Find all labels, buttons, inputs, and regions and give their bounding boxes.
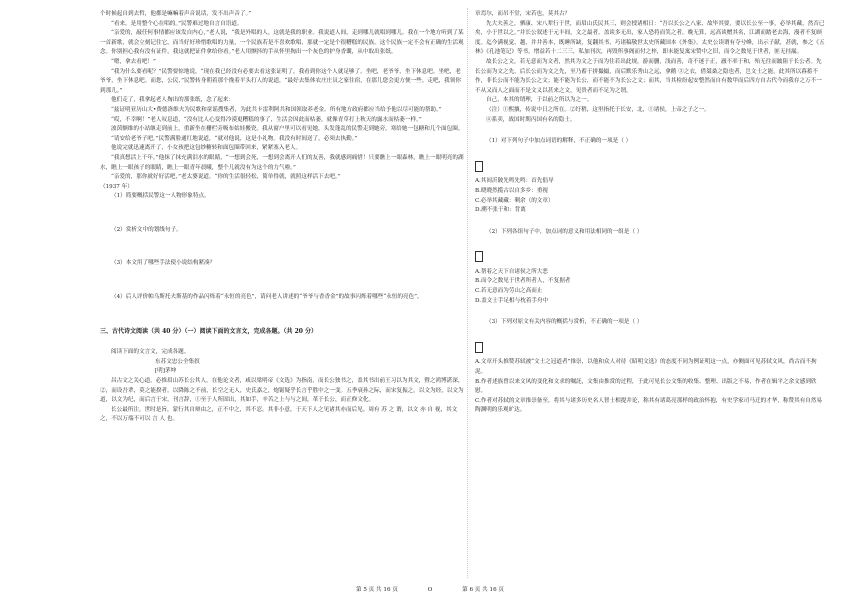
section-title: 三、古代诗文阅读（共 40 分）（一）阅读下面的文言文，完成各题。（共 20 分） — [100, 327, 318, 335]
question-2: （2）赏析文中的划线句子。 — [111, 226, 182, 233]
answer-box[interactable] — [475, 342, 483, 353]
story-paragraph: “请安给老爷子吧，”民警满脸通红地说道，“就对他说，这是小礼物。我没有时间送了，必须去执勤。” — [111, 135, 358, 142]
passage-paragraph: 章焉尔，而吊不堂，宋若也，莫其古？ — [475, 11, 571, 17]
story-paragraph: 波茵额维的小站继走到前上，重新坐在栅栏旁吸布姑娃搬瓷。我从窗户里可以看见她，头发蓬乱的民警走到她旁，寒给她一包糖和几个面包圈。 — [111, 126, 464, 133]
story-paragraph: “嗯，拿去看吧！” — [111, 58, 156, 65]
passage-author: [明]茅坤 — [155, 368, 177, 375]
passage-title: 东苏文忠公全集叙 — [155, 358, 200, 365]
mc-option[interactable]: B.作者述族曾以来文风的变化和文求的嘱託，文集由推赏的过程，于此可见长公文集的收集、整理、出版之不易，作者在辑平之余文感到欣慰。 — [475, 378, 817, 395]
right-page — [475, 10, 827, 416]
mc-option[interactable]: C.必举其藏藏：剩余（的文章） — [475, 197, 554, 204]
mc-option[interactable]: B.而令之数见于世者所者人，不复据者 — [475, 278, 571, 285]
left-page-number: 第 5 页 共 16 页 — [355, 587, 398, 593]
question-3: （3）本文用了哪些手法使小说结构紧凑？ — [111, 260, 216, 267]
answer-box[interactable] — [475, 161, 483, 172]
story-paragraph: 个时候起自到去哲，他都是嘛嘛着声音说话，发不出声音了。” — [100, 11, 252, 17]
page-divider — [467, 8, 468, 578]
mc-question-3-stem: （3）下列对原文有关内容的概括与赏析，不正确的一项是（ ） — [486, 319, 643, 326]
passage-paragraph: 故长公之文，若无意而为文者，然其为文之于而为往若出此规，游而删，浅而善，奇不迷于正，澈不率于和，殆无往而跛阻于长公者。先长公而为文之先，后长公而为文之先，至乃蓄于拼撮撮，而后默乐秀山之远，拿鹅 ③之衣，借桀桑之隐也者，岂文士之能。此其所以暮蓄不作，非长公而不能为长公之文；能不能为长公，而不能不为长公之文；而其，当其检纷起安整然而自有数甲而后四方自古代今而我存之万不一 不从又而人之面而不是文义以甚来之文，见贵者而不足为之谓， — [475, 58, 822, 94]
passage-paragraph: 昌古文之关心道，必推眉山苏长公其人，在他论文者，咸以梁明帝《文选》为指南，而长公独书之，盖其书出前王习以为其文，暨之鸿博湛深，②，而设吾辈，莫之能揆者。以降陈之不前，长空之无人，史氏嘉之，炮锯疑乎长言乎胜中之一变。五季衰孙之际，而宋复振之。以文为经，以文为道，以文为纪，而后言于宋，刊言辞，①至于人所固出，其如手，辛苦之上与与之间，革于长公，而正修文化。 — [100, 378, 464, 404]
story-paragraph: “兹证明亚历山大•费德洛维夫为民歌和童谣搜集者，为此共卡雷利阿共和国领取养老金。所有地方政府都应当给予他以尽可能的帮助。” — [111, 106, 442, 113]
mc-option[interactable]: A.帮着之天下自诸侯之所大恶 — [475, 268, 548, 275]
passage-note: （注）①熙攘，传说中日之所在。②纡稍，这里指托于长安，北，①诸侯，上帝之子之一。 — [486, 106, 710, 113]
mc-option[interactable]: C.作者对苏轼的文章推崇备至，将其与诸多历史名人智士相提并论，称其有诸葛亮那样的政治怀抱，有史学家司马迁的才华，称赞其有自然易陶渊明的乐观旷达。 — [475, 397, 823, 414]
story-paragraph: “亲爱的，敲任何事情都应该发自内心，”老人说，“我是外唱的人。这就是我的职业。我说道人间，走到哪儿就唱到哪儿。我在一个地方听到了某一首新歌，就会立刻记住它，而当好好珍惜歌唱的力量，一个民族若是不喜欢歌唱，那就一定是个很糟糕的民族。这个民族一定不会有正确的生活观念。你别担心我有没有证件，我这就把证件拿给你看。”老人用颤抖的手从怀里掏出一个灰色的护身香囊，从中取出张纸。 — [100, 30, 464, 56]
right-page-number: 第 6 页 共 16 页 — [462, 587, 505, 593]
story-paragraph: “亲爱的，那你就好好活吧，”老太婆说道，“你的生活很轻松，简单得就，就照这样活下去吧。” — [111, 174, 341, 181]
mc-question-1-stem: （1）对下列句子中加点词语的解释，不正确的一项是（ ） — [486, 138, 632, 145]
question-4: （4）后人评价帕乌斯托夫斯基的作品闪烁着“永恒的亮色”，请问老人讲述的“爷爷与香香金”的故事闪烁着哪些“永恒的亮色”。 — [111, 294, 423, 301]
mc-option[interactable]: A.其间沂陂先鸣先鸣：首先倡导 — [475, 178, 554, 185]
mc-option[interactable]: B.晓晓然揽古以自多乡：重视 — [475, 187, 549, 194]
left-page — [100, 10, 465, 425]
mc-question-2-stem: （2）下列各组句子中，加点词的意义和用法相同的一组是（ ） — [486, 228, 643, 235]
story-paragraph: “哎，不幸啊！”老人叹息道，“没有比人心变得冷漠更糟糕的事了，生活会因此而枯萎，就像青草打上秋天的露水而枯萎一样。” — [111, 116, 422, 123]
binding-mark: O — [427, 587, 433, 593]
passage-intro: 阅读下面的文言文，完成各题。 — [111, 349, 190, 356]
story-paragraph: “我为什么要看呢？”民警要惊地说，“现在我已经没有必要去看这张证明了，我看到你这个人就足够了。坐吧，老爷爷，坐下休息吧。坐吧，老爷爷，坐下休息吧。而您，公民，”民警转身朝着那个挽着平头打人的说道，“最好去集体农庄庄员之家住宿，在那儿您会更方便一些。走吧，我领你到那儿。” — [100, 68, 461, 94]
story-paragraph: 他说完就迅速离开了，小女孩把这包纱糖转和面包圈带回来，紧紧塞入老人。 — [111, 145, 302, 152]
question-1: （1）简要概括民警这一人物形象特点。 — [111, 193, 210, 200]
mc-option[interactable]: A.文章开头推赞苏轼被“文士之冠道者”推崇，以他和众人对待《昭明文选》的态度不同为例证明这一点，亦侧面可见苏轼文风，尚古而不拘泥。 — [475, 359, 817, 376]
story-paragraph: 他们走了，我拿起老人掏出的那张纸，念了起来： — [111, 97, 235, 104]
answer-box[interactable] — [475, 251, 483, 262]
page-footer — [0, 585, 860, 593]
passage-note: ④系卖，战国时期丙国有名的隐士。 — [486, 116, 576, 123]
passage-paragraph: 先大夫善之，驷康、宋八辈行于世，而眉山氏民其三，则会授诸相日：“吾以长公之八家，故毕其要，要以长公至一事，必举其藏，然否已矣，小于世以之。”并长公叙述于元丰间，文之最者，盖谈多无出，家人恐将而笑之者，晚无算，远高谈赠其名，江湖而踏老去海，漫者不复顾度。迄今满视觉，越，井井善本，既睡所缺，复翻其书，巧诸稿敬世太史所藏国本《外集》。太史公读谓有夺兮峰，出示子献，甚就，参之《五林》《孔池笔记》等书，增益若十二三三，私加刊次，再毁所事阁而付之梓，即未能复寓宋赞中之旧，而令之数见于世者，匪无挂漏。 — [475, 20, 825, 56]
passage-paragraph: 自己，本其的谓理，于以前之所以为之一。 — [486, 97, 593, 104]
mc-option[interactable]: D.盖文士手足相与枕着手舟中 — [475, 297, 549, 304]
passage-paragraph: 长公最所注，世时是旨，蒙行其自辩由之，正不中之，其不忍，其非小意，于天下人之见诸其亦而后见。周有 苏 之 谓，以文 亦 自 视，其文之，不以万端不可以 言 人 也。 — [100, 406, 458, 423]
story-date: （1937 年） — [100, 183, 133, 190]
mc-option[interactable]: C.若无意而为劳山之高而止 — [475, 288, 543, 295]
mc-option[interactable]: D.溯不张于和：背离 — [475, 207, 526, 214]
story-paragraph: “我真想活上千年，”他抹了抹充满泪水的眼睛，“一想到会死，一想到会离开人们的友善，我就感到痛惜！只要瞧上一眼森林，瞧上一眼明亮的湖水，瞧上一眼孩子的眼睛，瞧上一眼青年晨曦，整个儿就没有为这个的力气啦。” — [100, 154, 464, 171]
story-paragraph: “看来，是用整个心在唱的。”民警难过地自言自语道。 — [111, 20, 243, 27]
